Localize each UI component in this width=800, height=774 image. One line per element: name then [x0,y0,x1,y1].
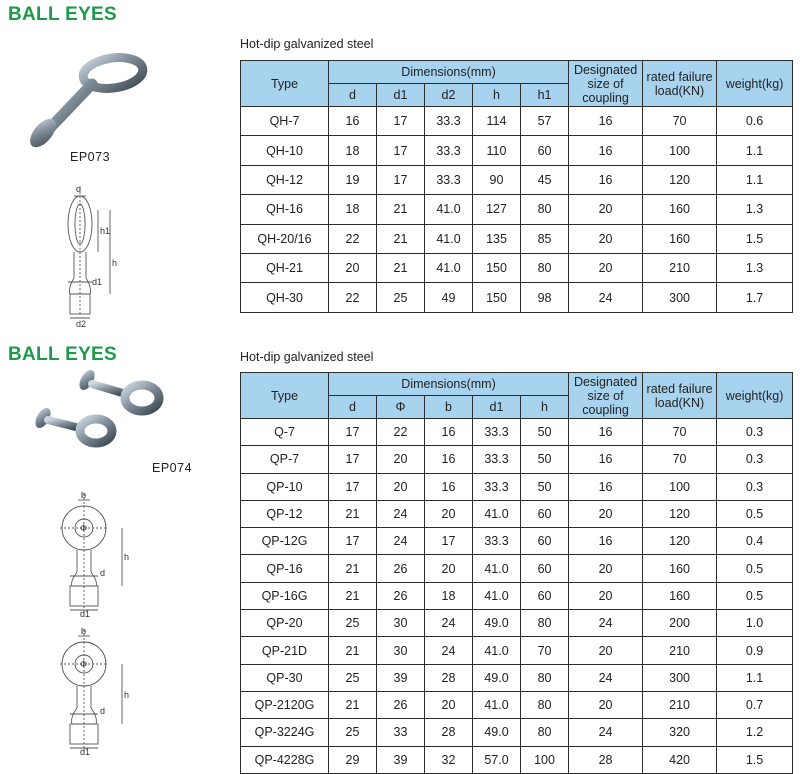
header-type: Type [241,373,329,419]
section-title-ep074: BALL EYES [8,344,117,365]
value-cell: 24 [569,719,643,746]
section-title-ep073: BALL EYES [8,4,117,25]
drawing-label-h1: h1 [100,226,111,236]
value-cell: 17 [329,473,377,500]
value-cell: 25 [329,610,377,637]
value-cell: 135 [473,224,521,253]
type-cell: QP-16G [241,582,329,609]
type-cell: QH-21 [241,253,329,282]
header-coupling-size: Designated size of coupling [569,373,643,419]
table-row [241,473,793,500]
value-cell: 18 [329,195,377,224]
table-row [241,582,793,609]
value-cell: 17 [329,528,377,555]
value-cell: 49.0 [473,719,521,746]
value-cell: 41.0 [425,253,473,282]
value-cell: 20 [377,473,425,500]
value-cell: 39 [377,664,425,691]
value-cell: 21 [377,224,425,253]
product-code-ep074: EP074 [152,461,193,475]
value-cell: 21 [329,582,377,609]
value-cell: 320 [643,719,717,746]
value-cell: 28 [425,664,473,691]
value-cell: 160 [643,555,717,582]
value-cell: 1.5 [717,746,793,773]
value-cell: 57 [521,107,569,136]
subheader-d1: d1 [377,84,425,107]
value-cell: 160 [643,582,717,609]
value-cell: 420 [643,746,717,773]
value-cell: 29 [329,746,377,773]
header-rated-failure-load: rated failure load(KN) [643,61,717,107]
value-cell: 0.3 [717,419,793,446]
value-cell: 0.6 [717,107,793,136]
value-cell: 160 [643,195,717,224]
value-cell: 33.3 [473,528,521,555]
subheader-d: d [329,396,377,419]
subheader-phi: Φ [377,396,425,419]
type-cell: QP-20 [241,610,329,637]
value-cell: 110 [473,136,521,165]
value-cell: 1.1 [717,165,793,194]
value-cell: 0.5 [717,582,793,609]
drawing-label-phi: Φ [80,659,88,669]
value-cell: 21 [329,637,377,664]
value-cell: 120 [643,528,717,555]
value-cell: 20 [425,691,473,718]
ball-eye-ep074-variant-drawing [56,626,136,756]
value-cell: 28 [425,719,473,746]
value-cell: 21 [377,195,425,224]
value-cell: 17 [329,419,377,446]
value-cell: 16 [569,528,643,555]
value-cell: 18 [425,582,473,609]
value-cell: 50 [521,473,569,500]
header-coupling-size: Designated size of coupling [569,61,643,107]
value-cell: 16 [425,473,473,500]
value-cell: 45 [521,165,569,194]
table-row [241,224,793,253]
value-cell: 0.3 [717,473,793,500]
value-cell: 1.2 [717,719,793,746]
type-cell: QH-16 [241,195,329,224]
table-row [241,446,793,473]
value-cell: 80 [521,195,569,224]
value-cell: 20 [569,691,643,718]
header-weight: weight(kg) [717,373,793,419]
value-cell: 1.7 [717,283,793,312]
subheader-d1: d1 [473,396,521,419]
value-cell: 20 [569,195,643,224]
value-cell: 41.0 [425,195,473,224]
value-cell: 120 [643,165,717,194]
value-cell: 41.0 [473,500,521,527]
value-cell: 1.3 [717,195,793,224]
value-cell: 24 [569,283,643,312]
subheader-b: b [425,396,473,419]
value-cell: 100 [643,136,717,165]
header-type: Type [241,61,329,107]
header-weight: weight(kg) [717,61,793,107]
value-cell: 16 [569,136,643,165]
value-cell: 24 [425,610,473,637]
spec-table-ep074 [240,372,793,774]
value-cell: 300 [643,664,717,691]
table-row [241,637,793,664]
value-cell: 17 [377,136,425,165]
value-cell: 120 [643,500,717,527]
drawing-label-d1: d1 [80,747,91,756]
drawing-label-d1: d1 [80,609,91,618]
value-cell: 33.3 [473,419,521,446]
value-cell: 33.3 [425,165,473,194]
value-cell: 16 [569,419,643,446]
value-cell: 41.0 [473,637,521,664]
value-cell: 1.5 [717,224,793,253]
value-cell: 17 [377,165,425,194]
value-cell: 80 [521,664,569,691]
value-cell: 20 [425,555,473,582]
table-row [241,419,793,446]
value-cell: 21 [329,500,377,527]
type-cell: QP-2120G [241,691,329,718]
drawing-label-b: b [81,490,87,500]
value-cell: 16 [569,446,643,473]
value-cell: 28 [569,746,643,773]
value-cell: 0.3 [717,446,793,473]
value-cell: 33.3 [425,107,473,136]
value-cell: 24 [569,610,643,637]
value-cell: 20 [569,637,643,664]
value-cell: 1.1 [717,664,793,691]
value-cell: 160 [643,224,717,253]
value-cell: 0.5 [717,500,793,527]
value-cell: 25 [329,719,377,746]
value-cell: 21 [329,555,377,582]
value-cell: 17 [377,107,425,136]
value-cell: 60 [521,582,569,609]
type-cell: QP-12G [241,528,329,555]
value-cell: 41.0 [473,555,521,582]
value-cell: 20 [569,555,643,582]
value-cell: 32 [425,746,473,773]
value-cell: 49.0 [473,664,521,691]
ball-eye-ep073-dimension-drawing [60,186,130,330]
subheader-h: h [521,396,569,419]
value-cell: 20 [569,582,643,609]
value-cell: 98 [521,283,569,312]
value-cell: 30 [377,637,425,664]
value-cell: 16 [329,107,377,136]
value-cell: 300 [643,283,717,312]
value-cell: 33.3 [473,446,521,473]
value-cell: 41.0 [473,582,521,609]
value-cell: 210 [643,253,717,282]
value-cell: 39 [377,746,425,773]
table-row [241,165,793,194]
value-cell: 25 [377,283,425,312]
value-cell: 80 [521,691,569,718]
value-cell: 26 [377,691,425,718]
drawing-label-d2: d2 [76,319,87,329]
value-cell: 210 [643,691,717,718]
value-cell: 16 [425,419,473,446]
value-cell: 1.1 [717,136,793,165]
value-cell: 22 [329,224,377,253]
value-cell: 0.4 [717,528,793,555]
type-cell: Q-7 [241,419,329,446]
value-cell: 127 [473,195,521,224]
type-cell: QH-10 [241,136,329,165]
value-cell: 20 [425,500,473,527]
drawing-label-h: h [124,690,130,700]
value-cell: 17 [329,446,377,473]
value-cell: 24 [377,500,425,527]
value-cell: 50 [521,446,569,473]
value-cell: 60 [521,528,569,555]
type-cell: QP-10 [241,473,329,500]
value-cell: 0.5 [717,555,793,582]
value-cell: 16 [425,446,473,473]
value-cell: 24 [569,664,643,691]
value-cell: 20 [569,253,643,282]
value-cell: 22 [329,283,377,312]
subheader-d: d [329,84,377,107]
value-cell: 200 [643,610,717,637]
value-cell: 85 [521,224,569,253]
type-cell: QP-12 [241,500,329,527]
value-cell: 70 [521,637,569,664]
type-cell: QP-30 [241,664,329,691]
table-row [241,253,793,282]
value-cell: 49 [425,283,473,312]
value-cell: 19 [329,165,377,194]
value-cell: 70 [643,107,717,136]
subheader-h: h [473,84,521,107]
header-dimensions: Dimensions(mm) [329,61,569,84]
drawing-label-d1: d1 [92,277,103,287]
value-cell: 16 [569,473,643,500]
value-cell: 16 [569,107,643,136]
type-cell: QP-16 [241,555,329,582]
value-cell: 70 [643,446,717,473]
type-cell: QH-12 [241,165,329,194]
value-cell: 16 [569,165,643,194]
table-row [241,691,793,718]
subheader-h1: h1 [521,84,569,107]
value-cell: 100 [521,746,569,773]
type-cell: QP-4228G [241,746,329,773]
value-cell: 33.3 [425,136,473,165]
value-cell: 24 [377,528,425,555]
subheader-d2: d2 [425,84,473,107]
value-cell: 70 [643,419,717,446]
value-cell: 26 [377,582,425,609]
value-cell: 26 [377,555,425,582]
type-cell: QP-21D [241,637,329,664]
value-cell: 80 [521,253,569,282]
value-cell: 20 [569,224,643,253]
ball-eye-ep074-dimension-drawing [56,490,136,618]
table-row [241,500,793,527]
table-row [241,555,793,582]
value-cell: 0.7 [717,691,793,718]
value-cell: 20 [377,446,425,473]
table-row [241,195,793,224]
ball-eye-ep074-photo [30,368,170,448]
value-cell: 33.3 [473,473,521,500]
value-cell: 80 [521,610,569,637]
material-note-ep073: Hot-dip galvanized steel [240,37,374,51]
value-cell: 1.0 [717,610,793,637]
type-cell: QH-20/16 [241,224,329,253]
drawing-label-d: d [76,186,82,194]
drawing-label-phi: Φ [80,523,88,533]
value-cell: 0.9 [717,637,793,664]
material-note-ep074: Hot-dip galvanized steel [240,350,374,364]
value-cell: 100 [643,473,717,500]
header-rated-failure-load: rated failure load(KN) [643,373,717,419]
type-cell: QH-7 [241,107,329,136]
value-cell: 41.0 [425,224,473,253]
drawing-label-d: d [100,568,106,578]
type-cell: QP-3224G [241,719,329,746]
drawing-label-d: d [100,706,106,716]
table-row [241,610,793,637]
product-code-ep073: EP073 [70,150,111,164]
value-cell: 20 [329,253,377,282]
table-row [241,283,793,312]
header-dimensions: Dimensions(mm) [329,373,569,396]
value-cell: 50 [521,419,569,446]
value-cell: 41.0 [473,691,521,718]
value-cell: 21 [329,691,377,718]
table-row [241,107,793,136]
table-row [241,528,793,555]
table-row [241,746,793,773]
value-cell: 60 [521,555,569,582]
value-cell: 150 [473,253,521,282]
spec-table-ep073 [240,60,793,313]
drawing-label-b: b [81,626,87,636]
value-cell: 1.3 [717,253,793,282]
ball-eye-ep073-photo [10,50,160,150]
value-cell: 17 [425,528,473,555]
table-row [241,719,793,746]
table-row [241,664,793,691]
value-cell: 60 [521,500,569,527]
drawing-label-h: h [124,552,130,562]
drawing-label-h: h [112,258,118,268]
value-cell: 33 [377,719,425,746]
value-cell: 210 [643,637,717,664]
value-cell: 114 [473,107,521,136]
type-cell: QH-30 [241,283,329,312]
value-cell: 25 [329,664,377,691]
value-cell: 80 [521,719,569,746]
type-cell: QP-7 [241,446,329,473]
value-cell: 150 [473,283,521,312]
value-cell: 60 [521,136,569,165]
value-cell: 22 [377,419,425,446]
table-row [241,136,793,165]
value-cell: 18 [329,136,377,165]
value-cell: 20 [569,500,643,527]
value-cell: 24 [425,637,473,664]
value-cell: 90 [473,165,521,194]
value-cell: 21 [377,253,425,282]
value-cell: 57.0 [473,746,521,773]
value-cell: 30 [377,610,425,637]
value-cell: 49.0 [473,610,521,637]
